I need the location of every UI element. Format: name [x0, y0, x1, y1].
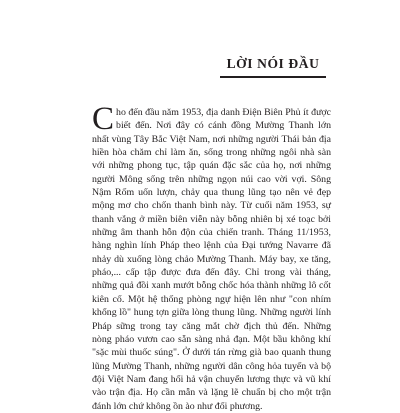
drop-cap-letter: C	[92, 101, 115, 137]
preface-body	[92, 101, 331, 413]
preface-text: ho đến đầu năm 1953, địa danh Điện Biên Phủ ít được biết đến. Nơi đây có cánh đồng Mường Thanh lớn nhất vùng Tây Bắc Việt Nam, nơi những người Thái bản địa hiền hòa chăm chỉ làm ăn, sống trong những ngôi nhà sàn với những phong tục, tập quán đặc sắc của họ, nơi những người Mông sống trên những ngọn núi cao vời vợi. Sông Nậm Rốm uốn lượn, chảy qua thung lũng tạo nên vẻ đẹp mộng mơ cho chốn thanh bình này. Từ cuối năm 1953, sự thanh vắng ở miền biên viễn này bỗng nhiên bị xé toạc bởi những âm thanh hỗn độn của chiến tranh. Tháng 11/1953, hàng nghìn lính Pháp theo lệnh của Đại tướng Navarre đã nhảy dù xuống lòng chảo Mường Thanh. Máy bay, xe tăng, pháo,... cấp tập được đưa đến đây. Chỉ trong vài tháng, những quả đồi xanh mướt bỗng chốc hóa thành những lô cốt kiên cố. Một hệ thống phòng ngự hiện lên như "con nhím khổng lồ" hung tợn giữa lòng thung lũng. Những người lính Pháp sững trong tay căng mắt chờ địch thủ đến. Những nòng pháo vươn cao sẵn sàng nhả đạn. Một bầu không khí "sặc mùi thuốc súng". Ở dưới tán rừng già bao quanh thung lũng Mường Thanh, những người dân công hỏa tuyến và bộ đội Việt Nam đang hối hả vận chuyển lương thực và vũ khí vào trận địa. Họ cần mẫn và lặng lẽ chuẩn bị cho một trận đánh lớn chứ không ồn ào như đối phương.	[92, 107, 331, 412]
page-title: LỜI NÓI ĐẦU	[226, 56, 320, 71]
preface-paragraph	[92, 101, 331, 413]
title-underline	[220, 76, 326, 78]
chapter-heading	[220, 56, 326, 78]
